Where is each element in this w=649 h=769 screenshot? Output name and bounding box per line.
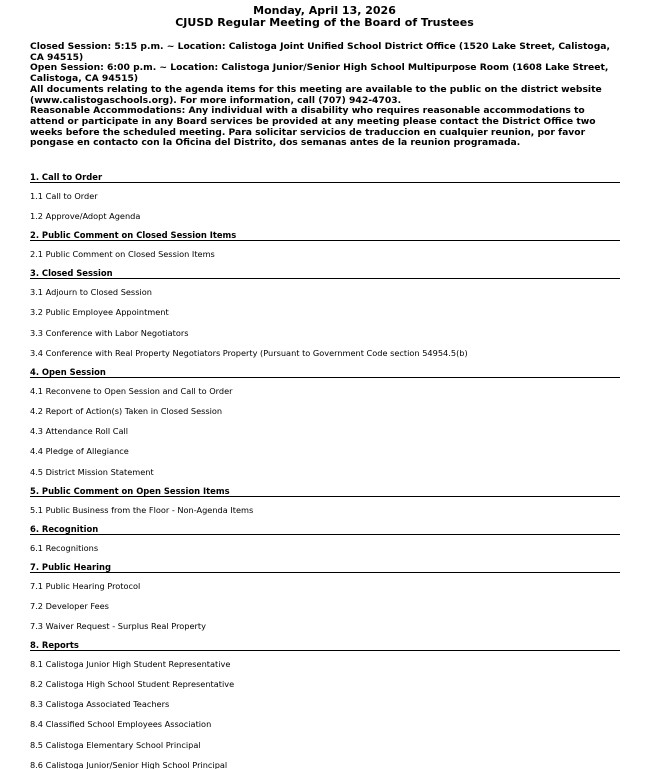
meeting-preamble — [30, 42, 610, 149]
agenda-item: 8.3 Calistoga Associated Teachers — [30, 699, 170, 710]
agenda-section — [30, 367, 620, 477]
agenda-item: 3.1 Adjourn to Closed Session — [30, 287, 152, 298]
agenda-item: 4.5 District Mission Statement — [30, 466, 154, 477]
agenda-item: 8.4 Classified School Employees Association — [30, 719, 212, 730]
documents-info: All documents relating to the agenda items for this meeting are available to the public on the district website (www.calistogaschools.org). For more information, call (707) 942-4703. — [30, 83, 602, 106]
agenda-item: 7.1 Public Hearing Protocol — [30, 580, 141, 591]
section-heading: 3. Closed Session — [30, 268, 620, 279]
agenda-item: 1.1 Call to Order — [30, 191, 98, 201]
agenda-item: 3.3 Conference with Labor Negotiators — [30, 327, 189, 338]
section-heading: 6. Recognition — [30, 524, 620, 535]
agenda-item: 7.3 Waiver Request - Surplus Real Property — [30, 620, 206, 631]
agenda-item: 4.1 Reconvene to Open Session and Call to Order — [30, 385, 233, 396]
open-session-info: Open Session: 6:00 p.m. ~ Location: Calistoga Junior/Senior High School Multipurpose Room (1608 Lake Street, Calistoga, CA 94515) — [30, 62, 609, 85]
section-heading: 4. Open Session — [30, 367, 620, 378]
agenda-section — [30, 268, 620, 358]
agenda-item: 4.2 Report of Action(s) Taken in Closed Session — [30, 405, 223, 416]
agenda-item: 8.6 Calistoga Junior/Senior High School Principal — [30, 759, 228, 769]
agenda-item: 6.1 Recognitions — [30, 542, 99, 553]
agenda-item: 8.2 Calistoga High School Student Representative — [30, 679, 235, 690]
meeting-title: CJUSD Regular Meeting of the Board of Trustees — [175, 16, 474, 29]
agenda-item: 8.1 Calistoga Junior High Student Representative — [30, 658, 231, 669]
agenda-item: 4.3 Attendance Roll Call — [30, 426, 129, 437]
closed-session-info: Closed Session: 5:15 p.m. ~ Location: Calistoga Joint Unified School District Office (1520 Lake Street, Calistoga, CA 94515) — [30, 41, 610, 63]
agenda-section — [30, 172, 620, 221]
agenda-section — [30, 562, 620, 631]
agenda-section — [30, 230, 620, 259]
agenda-section — [30, 486, 620, 515]
agenda-item: 3.2 Public Employee Appointment — [30, 307, 169, 318]
agenda-list — [30, 172, 620, 769]
section-heading: 7. Public Hearing — [30, 562, 620, 573]
section-heading: 8. Reports — [30, 640, 620, 651]
agenda-item: 7.2 Developer Fees — [30, 600, 109, 611]
agenda-section — [30, 524, 620, 553]
agenda-item: 8.5 Calistoga Elementary School Principal — [30, 739, 201, 750]
agenda-item: 3.4 Conference with Real Property Negotiators Property (Pursuant to Government Code section 54954.5(b) — [30, 347, 468, 358]
agenda-section — [30, 640, 620, 769]
meeting-date: Monday, April 13, 2026 — [253, 4, 396, 17]
agenda-item: 1.2 Approve/Adopt Agenda — [30, 211, 141, 222]
agenda-item: 4.4 Pledge of Allegiance — [30, 446, 129, 457]
section-heading: 2. Public Comment on Closed Session Items — [30, 230, 620, 241]
section-heading: 1. Call to Order — [30, 172, 620, 183]
agenda-item: 5.1 Public Business from the Floor - Non-Agenda Items — [30, 504, 254, 515]
accommodations-info: Reasonable Accommodations: Any individual with a disability who requires reasonable accommodations to attend or participate in any Board services be provided at any meeting please contact the District Office two weeks before the scheduled meeting. Para solicitar servicios de traduccion en cualquier reunion, por favor pongase en contacto con la Oficina del Distrito, dos semanas antes de la reunion programada. — [30, 105, 596, 149]
agenda-item: 2.1 Public Comment on Closed Session Items — [30, 249, 215, 260]
section-heading: 5. Public Comment on Open Session Items — [30, 486, 620, 497]
